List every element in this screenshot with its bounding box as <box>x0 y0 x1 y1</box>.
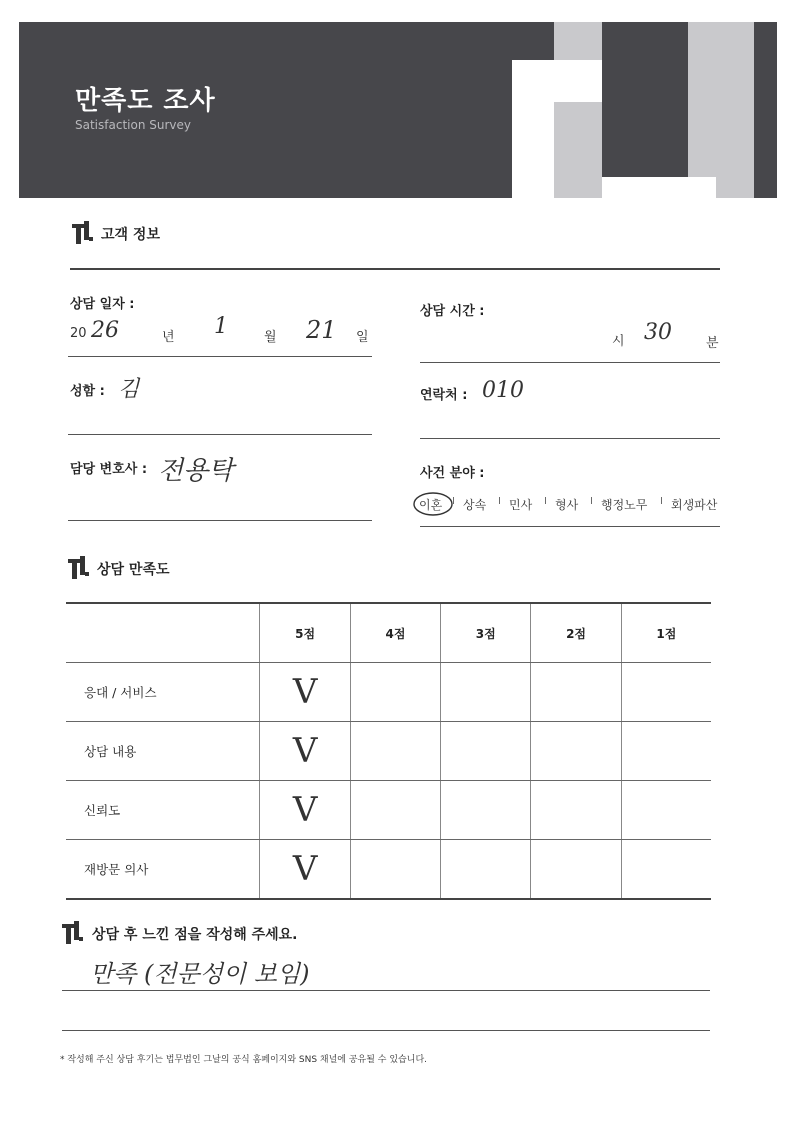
field-option-rehab-bankruptcy[interactable]: 회생파산 <box>671 498 718 512</box>
phone-value[interactable]: 010 <box>482 378 524 403</box>
date-underline <box>68 356 372 357</box>
rating-cell[interactable] <box>350 781 440 840</box>
time-label: 상담 시간 : <box>420 304 485 319</box>
section-logo-icon <box>62 921 84 945</box>
table-header-3: 3점 <box>441 603 531 663</box>
table-header-5: 5점 <box>260 603 350 663</box>
rating-cell[interactable] <box>441 840 531 900</box>
row-label: 신뢰도 <box>66 781 260 840</box>
phone-label: 연락처 : <box>420 388 468 403</box>
rating-cell[interactable] <box>260 781 350 840</box>
table-header-1: 1점 <box>621 603 711 663</box>
phone-underline <box>420 438 720 439</box>
lawyer-value[interactable]: 전용탁 <box>158 456 234 486</box>
date-day-value[interactable]: 21 <box>306 316 337 344</box>
section-title-customer: 고객 정보 <box>101 227 160 243</box>
field-separator: I <box>544 496 547 507</box>
lawyer-underline <box>68 520 372 521</box>
lawyer-label: 담당 변호사 : <box>70 462 148 477</box>
rating-cell[interactable] <box>441 781 531 840</box>
name-underline <box>68 434 372 435</box>
date-year-value[interactable]: 26 <box>91 318 119 343</box>
table-header-4: 4점 <box>350 603 440 663</box>
rating-cell[interactable] <box>621 840 711 900</box>
row-label: 상담 내용 <box>66 722 260 781</box>
page-title: 만족도 조사 <box>75 86 216 116</box>
header-banner <box>19 22 777 198</box>
satisfaction-table <box>66 602 711 900</box>
name-label: 성함 : <box>70 384 105 399</box>
row-label: 재방문 의사 <box>66 840 260 900</box>
table-header-empty <box>66 603 260 663</box>
rating-cell[interactable] <box>260 663 350 722</box>
rating-cell[interactable] <box>260 722 350 781</box>
name-value[interactable]: 김 <box>118 377 140 402</box>
date-year-prefix: 20 <box>70 326 87 341</box>
time-minute-unit: 분 <box>706 336 719 351</box>
field-separator: I <box>498 496 501 507</box>
table-header-2: 2점 <box>531 603 621 663</box>
field-option-admin-labor[interactable]: 행정노무 <box>601 498 648 512</box>
rating-cell[interactable] <box>350 722 440 781</box>
field-options <box>417 494 722 516</box>
check-mark: V <box>292 731 318 771</box>
rating-cell[interactable] <box>621 663 711 722</box>
table-row <box>66 722 711 781</box>
field-option-criminal[interactable]: 형사 <box>555 498 579 512</box>
rating-cell[interactable] <box>441 722 531 781</box>
rating-cell[interactable] <box>260 840 350 900</box>
field-option-inheritance[interactable]: 상속 <box>463 498 487 512</box>
review-line-1 <box>62 990 710 991</box>
date-day-unit: 일 <box>356 330 369 345</box>
rating-cell[interactable] <box>531 781 621 840</box>
check-mark: V <box>292 790 318 830</box>
check-mark: V <box>292 849 318 889</box>
date-year-unit: 년 <box>162 330 175 345</box>
section-title-review: 상담 후 느낀 점을 작성해 주세요. <box>92 927 298 943</box>
field-separator: I <box>590 496 593 507</box>
divider <box>70 268 720 270</box>
section-logo-icon <box>72 221 94 245</box>
field-separator: I <box>660 496 663 507</box>
table-header-row <box>66 603 711 663</box>
rating-cell[interactable] <box>531 663 621 722</box>
time-underline <box>420 362 720 363</box>
row-label: 응대 / 서비스 <box>66 663 260 722</box>
field-underline <box>420 526 720 527</box>
review-line-2 <box>62 1030 710 1031</box>
field-option-civil[interactable]: 민사 <box>509 498 533 512</box>
table-row <box>66 663 711 722</box>
review-text[interactable]: 만족 (전문성이 보임) <box>90 960 310 988</box>
date-label: 상담 일자 : <box>70 297 135 312</box>
field-separator: I <box>452 496 455 507</box>
rating-cell[interactable] <box>531 840 621 900</box>
date-month-unit: 월 <box>264 330 277 345</box>
rating-cell[interactable] <box>531 722 621 781</box>
field-label: 사건 분야 : <box>420 466 485 481</box>
check-mark: V <box>292 672 318 712</box>
date-month-value[interactable]: 1 <box>214 314 228 339</box>
field-option-divorce[interactable]: 이혼 <box>419 498 443 512</box>
rating-cell[interactable] <box>621 722 711 781</box>
rating-cell[interactable] <box>441 663 531 722</box>
table-row <box>66 781 711 840</box>
rating-cell[interactable] <box>350 663 440 722</box>
table-row <box>66 840 711 900</box>
section-title-satisfaction: 상담 만족도 <box>97 562 170 578</box>
footer-note: * 작성해 주신 상담 후기는 법무법인 그날의 공식 홈페이지와 SNS 채널에 공유될 수 있습니다. <box>60 1055 428 1065</box>
section-logo-icon <box>68 556 90 580</box>
page-subtitle: Satisfaction Survey <box>75 118 191 132</box>
rating-cell[interactable] <box>350 840 440 900</box>
time-minute-value[interactable]: 30 <box>644 320 672 345</box>
time-hour-unit: 시 <box>612 334 625 349</box>
rating-cell[interactable] <box>621 781 711 840</box>
